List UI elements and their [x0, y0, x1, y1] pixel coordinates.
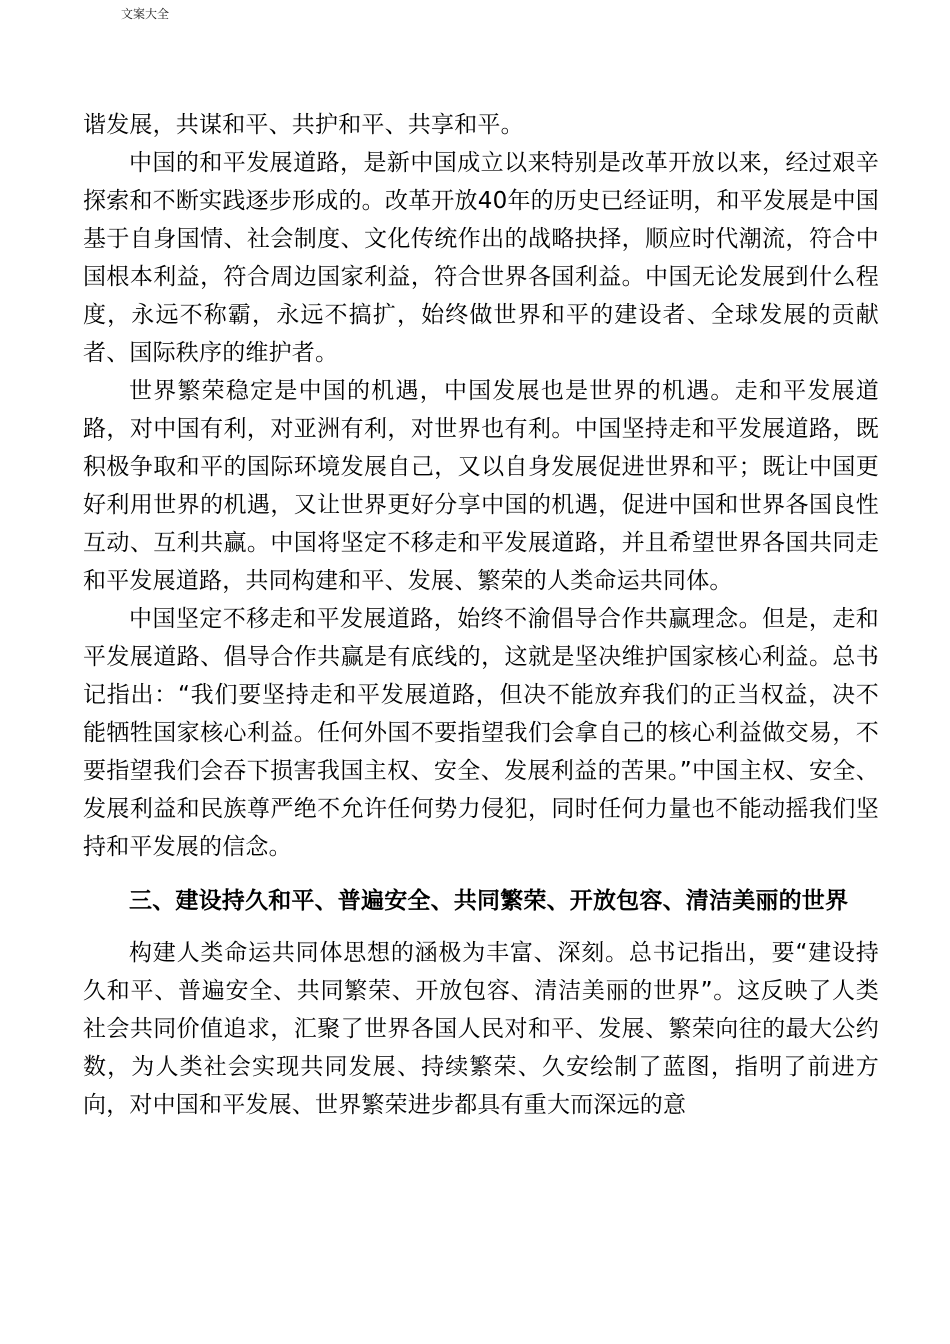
paragraph-peaceful-development-path: 中国的和平发展道路，是新中国成立以来特别是改革开放以来，经过艰辛探索和不断实践逐步形成的。改革开放40年的历史已经证明，和平发展是中国基于自身国情、社会制度、文化传统作出的战略抉择，顺应时代潮流，符合中国根本利益，符合周边国家利益，符合世界各国利益。中国无论发展到什么程度，永远不称霸，永远不搞扩，始终做世界和平的建设者、全球发展的贡献者、国际秩序的维护者。	[83, 150, 879, 366]
page-header-label: 文案大全	[121, 7, 170, 21]
section-heading: 三、建设持久和平、普遍安全、共同繁荣、开放包容、清洁美丽的世界	[129, 888, 849, 914]
paragraph-continuation: 谐发展，共谋和平、共护和平、共享和平。	[83, 112, 524, 138]
document-body	[83, 106, 879, 1124]
paragraph-world-prosperity: 世界繁荣稳定是中国的机遇，中国发展也是世界的机遇。走和平发展道路，对中国有利，对亚洲有利，对世界也有利。中国坚持走和平发展道路，既积极争取和平的国际环境发展自己，又以自身发展促进世界和平；既让中国更好利用世界的机遇，又让世界更好分享中国的机遇，促进中国和世界各国良性互动、互利共赢。中国将坚定不移走和平发展道路，并且希望世界各国共同走和平发展道路，共同构建和平、发展、繁荣的人类命运共同体。	[83, 378, 879, 594]
paragraph-core-interests: 中国坚定不移走和平发展道路，始终不渝倡导合作共赢理念。但是，走和平发展道路、倡导合作共赢是有底线的，这就是坚决维护国家核心利益。总书记指出：“我们要坚持走和平发展道路，但决不能放弃我们的正当权益，决不能牺牲国家核心利益。任何外国不要指望我们会拿自己的核心利益做交易，不要指望我们会吞下损害我国主权、安全、发展利益的苦果。”中国主权、安全、发展利益和民族尊严绝不允许任何势力侵犯，同时任何力量也不能动摇我们坚持和平发展的信念。	[83, 606, 879, 860]
paragraph-community-of-shared-future: 构建人类命运共同体思想的涵极为丰富、深刻。总书记指出，要“建设持久和平、普遍安全、共同繁荣、开放包容、清洁美丽的世界”。这反映了人类社会共同价值追求，汇聚了世界各国人民对和平、发展、繁荣向往的最大公约数，为人类社会实现共同发展、持续繁荣、久安绘制了蓝图，指明了前进方向，对中国和平发展、世界繁荣进步都具有重大而深远的意	[83, 940, 879, 1118]
